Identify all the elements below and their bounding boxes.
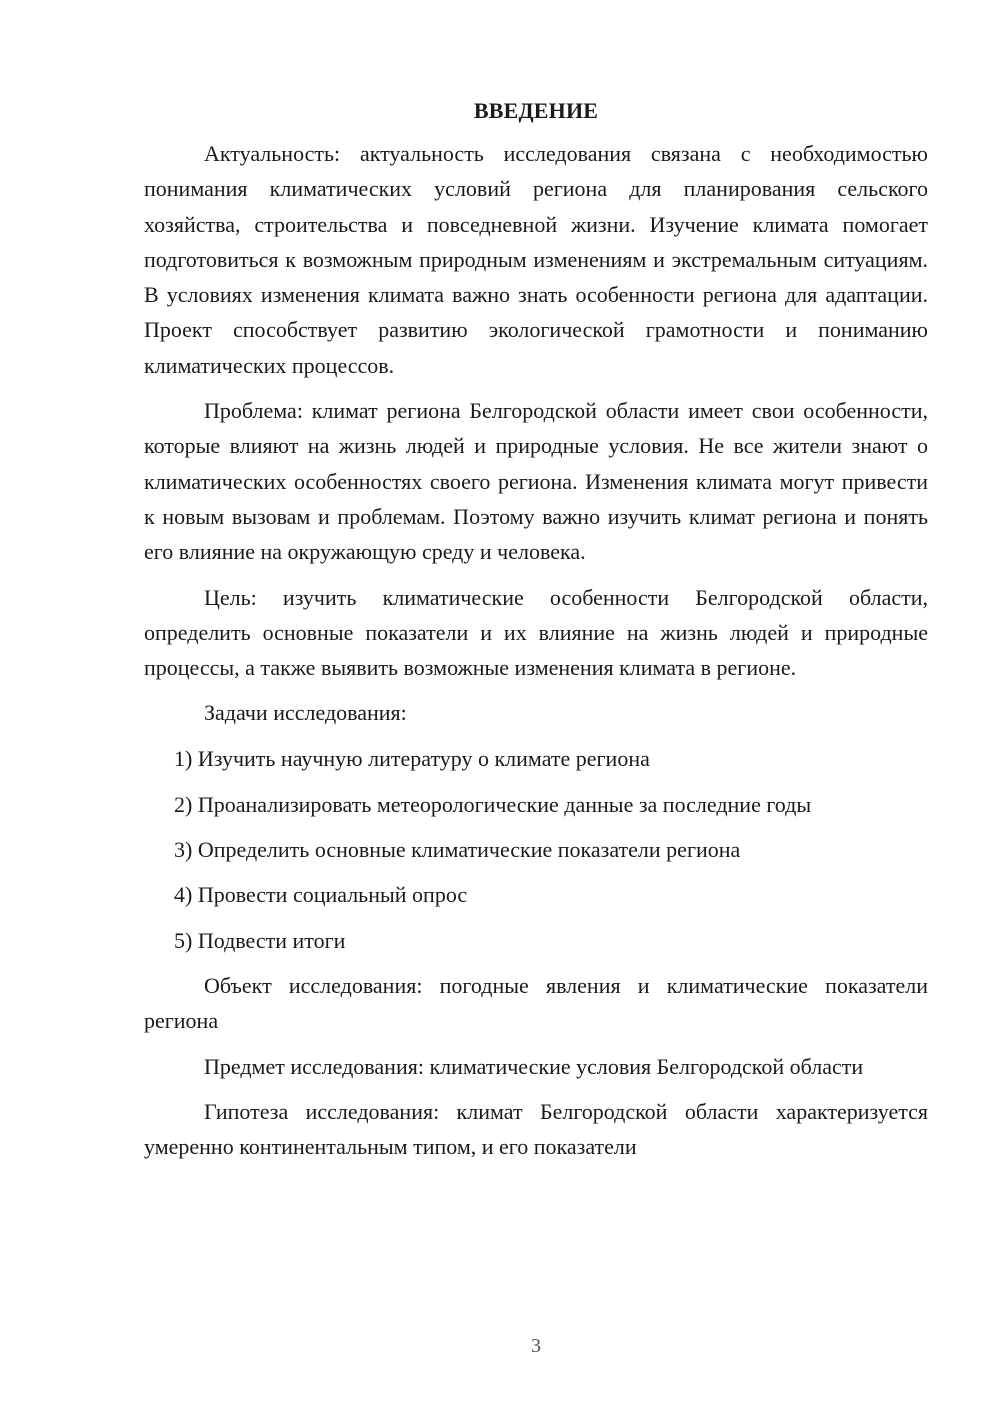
task-item: 2) Проанализировать метеорологические данные за последние годы [174, 791, 812, 817]
paragraph-goal: Цель: изучить климатические особенности Белгородской области, определить основные показатели и их влияние на жизнь людей и природные процессы, а также выявить возможные изменения климата в регионе. [144, 584, 928, 681]
task-item: 3) Определить основные климатические показатели региона [174, 837, 741, 863]
paragraph-relevance: Актуальность: актуальность исследования связана с необходимостью понимания климатических условий региона для планирования сельского хозяйства, строительства и повседневной жизни. Изучение климата помогает подготовиться к возможным природным изменениям и экстремальным ситуациям. В условиях изменения климата важно знать особенности региона для адаптации. Проект способствует развитию экологической грамотности и пониманию климатических процессов. [144, 141, 928, 378]
tasks-list [144, 741, 928, 957]
paragraph-hypothesis: Гипотеза исследования: климат Белгородской области характеризуется умеренно континентальным типом, и его показатели [144, 1098, 928, 1160]
tasks-heading: Задачи исследования: [204, 700, 407, 726]
task-item: 5) Подвести итоги [174, 927, 346, 953]
section-title: ВВЕДЕНИЕ [473, 98, 599, 123]
task-item: 1) Изучить научную литературу о климате региона [174, 746, 650, 772]
paragraph-subject: Предмет исследования: климатические условия Белгородской области [204, 1053, 864, 1079]
page-number: 3 [531, 1335, 541, 1357]
page-content [144, 96, 928, 1174]
task-item: 4) Провести социальный опрос [174, 882, 468, 908]
paragraph-problem: Проблема: климат региона Белгородской области имеет свои особенности, которые влияют на жизнь людей и природные условия. Не все жители знают о климатических особенностях своего региона. Изменения климата могут привести к новым вызовам и проблемам. Поэтому важно изучить климат региона и понять его влияние на окружающую среду и человека. [144, 398, 928, 565]
paragraph-object: Объект исследования: погодные явления и климатические показатели региона [144, 972, 928, 1034]
